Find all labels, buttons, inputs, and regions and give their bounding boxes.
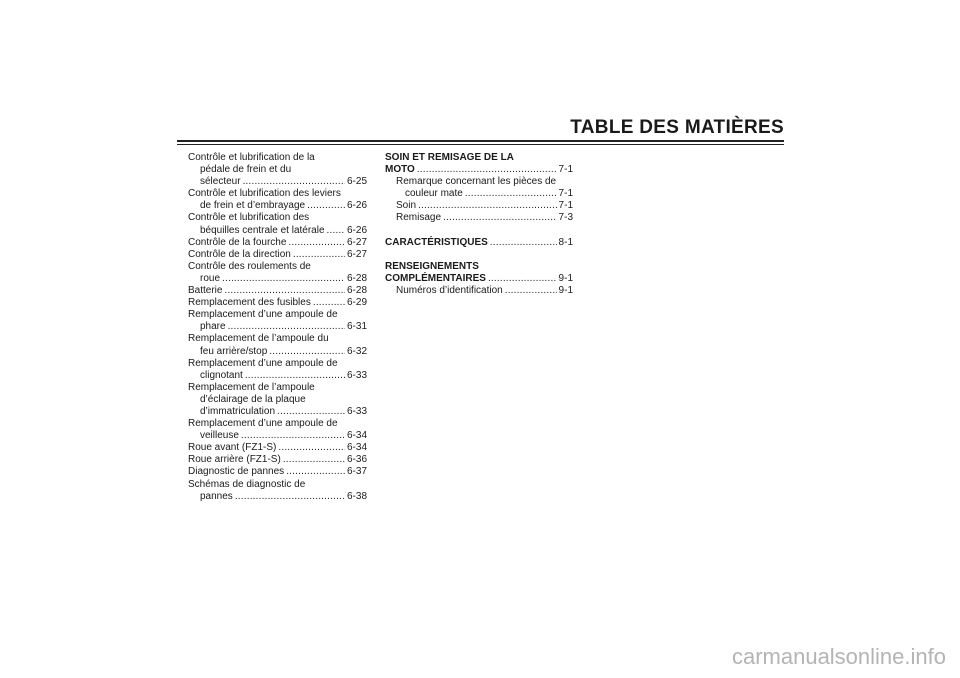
toc-leader-dots xyxy=(443,212,557,224)
toc-page-number: 6-27 xyxy=(346,248,367,260)
toc-entry[interactable] xyxy=(188,225,367,237)
toc-leader-dots xyxy=(222,273,345,285)
toc-leader-dots xyxy=(417,164,557,176)
page-title: TABLE DES MATIÈRES xyxy=(570,117,784,138)
toc-entry[interactable] xyxy=(188,491,367,503)
toc-entry[interactable] xyxy=(188,466,367,478)
toc-leader-dots xyxy=(243,176,345,188)
toc-page-number: 9-1 xyxy=(558,272,573,284)
toc-page-number: 6-32 xyxy=(346,345,367,357)
toc-entry[interactable] xyxy=(188,358,367,370)
toc-entry-label: couleur mate xyxy=(405,188,463,200)
toc-entry-label: Numéros d’identification xyxy=(396,285,503,297)
toc-entry-label: Batterie xyxy=(188,285,223,297)
toc-entry[interactable] xyxy=(188,261,367,273)
toc-page-number: 6-31 xyxy=(346,321,367,333)
toc-entry[interactable] xyxy=(385,273,573,285)
toc-page-number: 6-36 xyxy=(346,454,367,466)
toc-entry-label: sélecteur xyxy=(200,176,241,188)
toc-entry[interactable] xyxy=(385,261,573,273)
toc-leader-dots xyxy=(505,285,557,297)
toc-entry[interactable] xyxy=(188,442,367,454)
toc-entry-label: Remisage xyxy=(396,212,442,224)
toc-page-number: 6-29 xyxy=(346,297,367,309)
toc-leader-dots xyxy=(418,200,557,212)
toc-leader-dots xyxy=(245,370,345,382)
toc-entry-label: Diagnostic de pannes xyxy=(188,466,285,478)
toc-entry-label: de frein et d’embrayage xyxy=(200,200,306,212)
toc-leader-dots xyxy=(293,249,345,261)
toc-entry-label: d’éclairage de la plaque xyxy=(200,393,306,405)
toc-page-number: 9-1 xyxy=(558,285,573,297)
toc-entry-label: Contrôle des roulements de xyxy=(188,260,311,272)
toc-entry-label: Schémas de diagnostic de xyxy=(188,478,306,490)
toc-entry[interactable] xyxy=(188,418,367,430)
toc-entry[interactable] xyxy=(188,333,367,345)
toc-leader-dots xyxy=(278,442,345,454)
toc-page-number: 8-1 xyxy=(558,236,573,248)
toc-page-number: 6-38 xyxy=(346,490,367,502)
toc-entry-label: Contrôle et lubrification des xyxy=(188,212,310,224)
toc-entry-label: Contrôle et lubrification de la xyxy=(188,152,315,163)
toc-leader-dots xyxy=(488,273,557,285)
toc-entry[interactable] xyxy=(188,212,367,224)
title-rule-thick xyxy=(177,140,784,142)
toc-entry[interactable] xyxy=(188,164,367,176)
toc-entry-label: béquilles centrale et latérale xyxy=(200,224,325,236)
toc-leader-dots xyxy=(327,225,345,237)
toc-entry[interactable] xyxy=(188,273,367,285)
toc-entry-label: Remplacement de l’ampoule xyxy=(188,381,315,393)
toc-page-number: 6-33 xyxy=(346,369,367,381)
toc-entry-label: Roue arrière (FZ1-S) xyxy=(188,454,281,466)
toc-entry-label: RENSEIGNEMENTS xyxy=(385,260,479,272)
toc-leader-dots xyxy=(465,188,557,200)
toc-entry[interactable] xyxy=(385,237,573,249)
title-rule-thin xyxy=(177,144,784,145)
toc-entry-label: MOTO xyxy=(385,164,415,176)
toc-entry-label: COMPLÉMENTAIRES xyxy=(385,272,486,284)
toc-entry[interactable] xyxy=(385,152,573,164)
toc-leader-dots xyxy=(313,297,345,309)
toc-page-number: 7-1 xyxy=(558,188,573,200)
toc-left-column xyxy=(188,152,367,503)
toc-leader-dots xyxy=(307,200,345,212)
toc-entry[interactable] xyxy=(188,406,367,418)
toc-entry[interactable] xyxy=(385,285,573,297)
toc-page-number: 6-26 xyxy=(346,200,367,212)
toc-entry-label: roue xyxy=(200,272,221,284)
toc-spacer xyxy=(385,225,573,237)
toc-entry[interactable] xyxy=(188,394,367,406)
watermark: carmanualsonline.info xyxy=(731,644,946,669)
toc-page-number: 6-37 xyxy=(346,466,367,478)
toc-page-number: 7-1 xyxy=(558,164,573,176)
toc-entry-label: Remplacement des fusibles xyxy=(188,297,311,309)
toc-entry-label: feu arrière/stop xyxy=(200,345,268,357)
toc-entry[interactable] xyxy=(188,454,367,466)
toc-entry[interactable] xyxy=(385,176,573,188)
toc-entry[interactable] xyxy=(188,370,367,382)
toc-entry[interactable] xyxy=(188,346,367,358)
toc-entry-label: Roue avant (FZ1-S) xyxy=(188,442,277,454)
toc-entry[interactable] xyxy=(385,200,573,212)
toc-entry-label: Contrôle et lubrification des leviers xyxy=(188,188,341,200)
toc-entry[interactable] xyxy=(385,188,573,200)
toc-entry-label: Contrôle de la fourche xyxy=(188,236,287,248)
toc-entry-label: pédale de frein et du xyxy=(200,164,292,176)
toc-entry-label: pannes xyxy=(200,490,233,502)
toc-page-number: 6-26 xyxy=(346,224,367,236)
toc-page-number: 6-25 xyxy=(346,176,367,188)
toc-page-number: 7-3 xyxy=(558,212,573,224)
toc-entry[interactable] xyxy=(188,297,367,309)
toc-leader-dots xyxy=(288,237,345,249)
toc-leader-dots xyxy=(235,491,345,503)
toc-entry-label: clignotant xyxy=(200,369,243,381)
toc-entry-label: Remarque concernant les pièces de xyxy=(396,176,557,188)
toc-entry[interactable] xyxy=(188,237,367,249)
toc-entry-label: Soin xyxy=(396,200,417,212)
toc-page-number: 6-34 xyxy=(346,442,367,454)
toc-entry[interactable] xyxy=(188,321,367,333)
toc-entry[interactable] xyxy=(188,285,367,297)
toc-leader-dots xyxy=(269,346,345,358)
toc-entry[interactable] xyxy=(188,479,367,491)
toc-entry-label: CARACTÉRISTIQUES xyxy=(385,236,488,248)
toc-entry[interactable] xyxy=(385,212,573,224)
toc-entry-label: Remplacement d’une ampoule de xyxy=(188,309,338,321)
toc-spacer xyxy=(385,249,573,261)
toc-entry-label: d’immatriculation xyxy=(200,405,276,417)
toc-page-number: 6-28 xyxy=(346,285,367,297)
toc-entry[interactable] xyxy=(188,188,367,200)
toc-entry[interactable] xyxy=(188,152,367,164)
toc-entry-label: Contrôle de la direction xyxy=(188,248,291,260)
toc-leader-dots xyxy=(283,454,345,466)
toc-right-column xyxy=(385,152,573,297)
toc-entry-label: phare xyxy=(200,321,226,333)
toc-entry-label: SOIN ET REMISAGE DE LA xyxy=(385,152,514,163)
toc-leader-dots xyxy=(228,321,345,333)
toc-page-number: 6-33 xyxy=(346,405,367,417)
toc-entry-label: Remplacement d’une ampoule de xyxy=(188,418,338,430)
toc-leader-dots xyxy=(241,430,345,442)
toc-page-number: 6-28 xyxy=(346,272,367,284)
toc-entry-label: Remplacement de l’ampoule du xyxy=(188,333,329,345)
toc-entry[interactable] xyxy=(188,200,367,212)
toc-entry[interactable] xyxy=(188,176,367,188)
toc-page-number: 6-27 xyxy=(346,236,367,248)
toc-page-number: 6-34 xyxy=(346,430,367,442)
toc-entry-label: veilleuse xyxy=(200,430,239,442)
toc-entry[interactable] xyxy=(385,164,573,176)
toc-leader-dots xyxy=(277,406,345,418)
toc-entry[interactable] xyxy=(188,309,367,321)
toc-leader-dots xyxy=(490,237,557,249)
toc-entry[interactable] xyxy=(188,249,367,261)
toc-entry[interactable] xyxy=(188,430,367,442)
toc-leader-dots xyxy=(224,285,345,297)
toc-page-number: 7-1 xyxy=(558,200,573,212)
toc-entry-label: Remplacement d’une ampoule de xyxy=(188,357,338,369)
toc-leader-dots xyxy=(286,466,345,478)
toc-entry[interactable] xyxy=(188,382,367,394)
